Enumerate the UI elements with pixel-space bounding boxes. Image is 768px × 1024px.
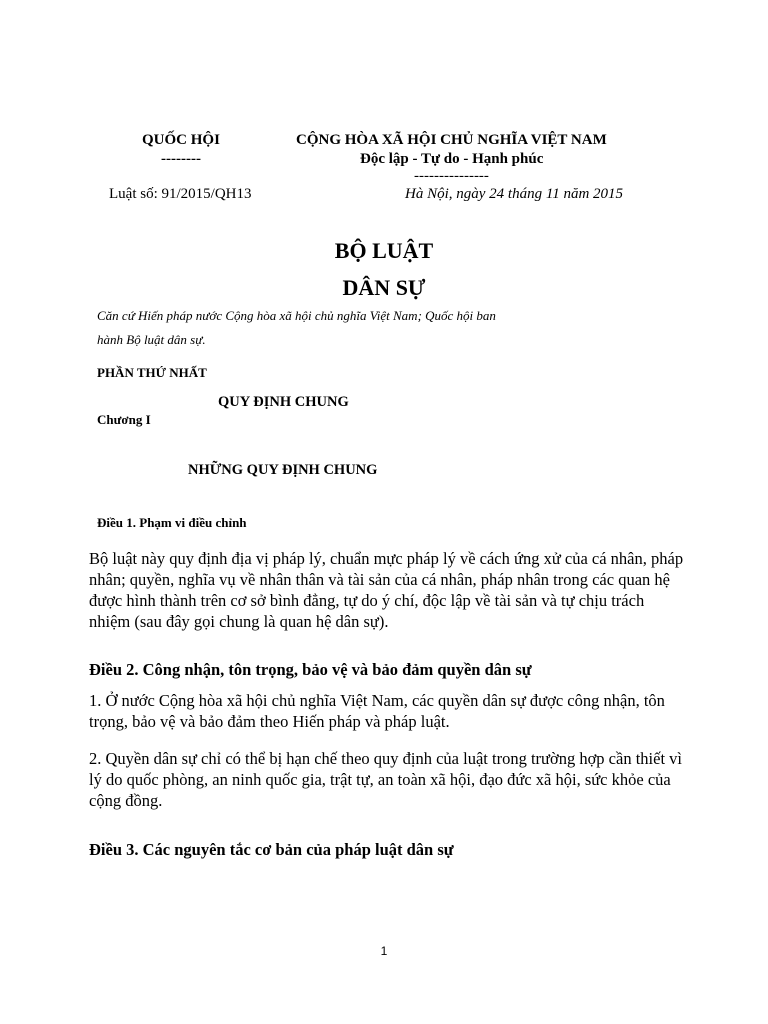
law-number: Luật số: 91/2015/QH13 (109, 186, 252, 202)
article-2-clause-1: 1. Ở nước Cộng hòa xã hội chủ nghĩa Việt Nam, các quyền dân sự được công nhận, tôn trọng, bảo vệ và bảo đảm theo Hiến pháp và pháp luật. (89, 691, 665, 731)
page-number: 1 (380, 944, 388, 958)
article-2-heading: Điều 2. Công nhận, tôn trọng, bảo vệ và bảo đảm quyền dân sự (89, 660, 532, 679)
article-1-heading: Điều 1. Phạm vi điều chỉnh (97, 515, 247, 530)
chapter-title: NHỮNG QUY ĐỊNH CHUNG (188, 462, 378, 478)
right-separator: --------------- (414, 168, 489, 184)
preamble: Căn cứ Hiến pháp nước Cộng hòa xã hội chủ nghĩa Việt Nam; Quốc hội ban hành Bộ luật dân sự. (97, 308, 496, 347)
national-motto: Độc lập - Tự do - Hạnh phúc (360, 151, 544, 167)
national-title: CỘNG HÒA XÃ HỘI CHỦ NGHĨA VIỆT NAM (296, 132, 607, 148)
left-separator: -------- (161, 151, 201, 167)
chapter-label: Chương I (97, 412, 151, 427)
article-1-body: Bộ luật này quy định địa vị pháp lý, chuẩn mực pháp lý về cách ứng xử của cá nhân, pháp nhân; quyền, nghĩa vụ về nhân thân và tài sản của cá nhân, pháp nhân trong các quan hệ được hình thành trên cơ sở bình đẳng, tự do ý chí, độc lập về tài sản và tự chịu trách nhiệm (sau đây gọi chung là quan hệ dân sự). (89, 549, 684, 631)
document-title-line2: DÂN SỰ (342, 275, 426, 300)
issuing-body: QUỐC HỘI (142, 132, 220, 148)
place-date: Hà Nội, ngày 24 tháng 11 năm 2015 (405, 186, 624, 202)
article-2-clause-2: 2. Quyền dân sự chỉ có thể bị hạn chế theo quy định của luật trong trường hợp cần thiết vì lý do quốc phòng, an ninh quốc gia, trật tự, an toàn xã hội, đạo đức xã hội, sức khỏe của cộng đồng. (89, 749, 682, 810)
part-subheading: QUY ĐỊNH CHUNG (218, 394, 349, 410)
document-title-line1: BỘ LUẬT (334, 238, 434, 263)
article-3-heading: Điều 3. Các nguyên tắc cơ bản của pháp luật dân sự (89, 840, 454, 859)
part-heading: PHẦN THỨ NHẤT (97, 365, 207, 380)
